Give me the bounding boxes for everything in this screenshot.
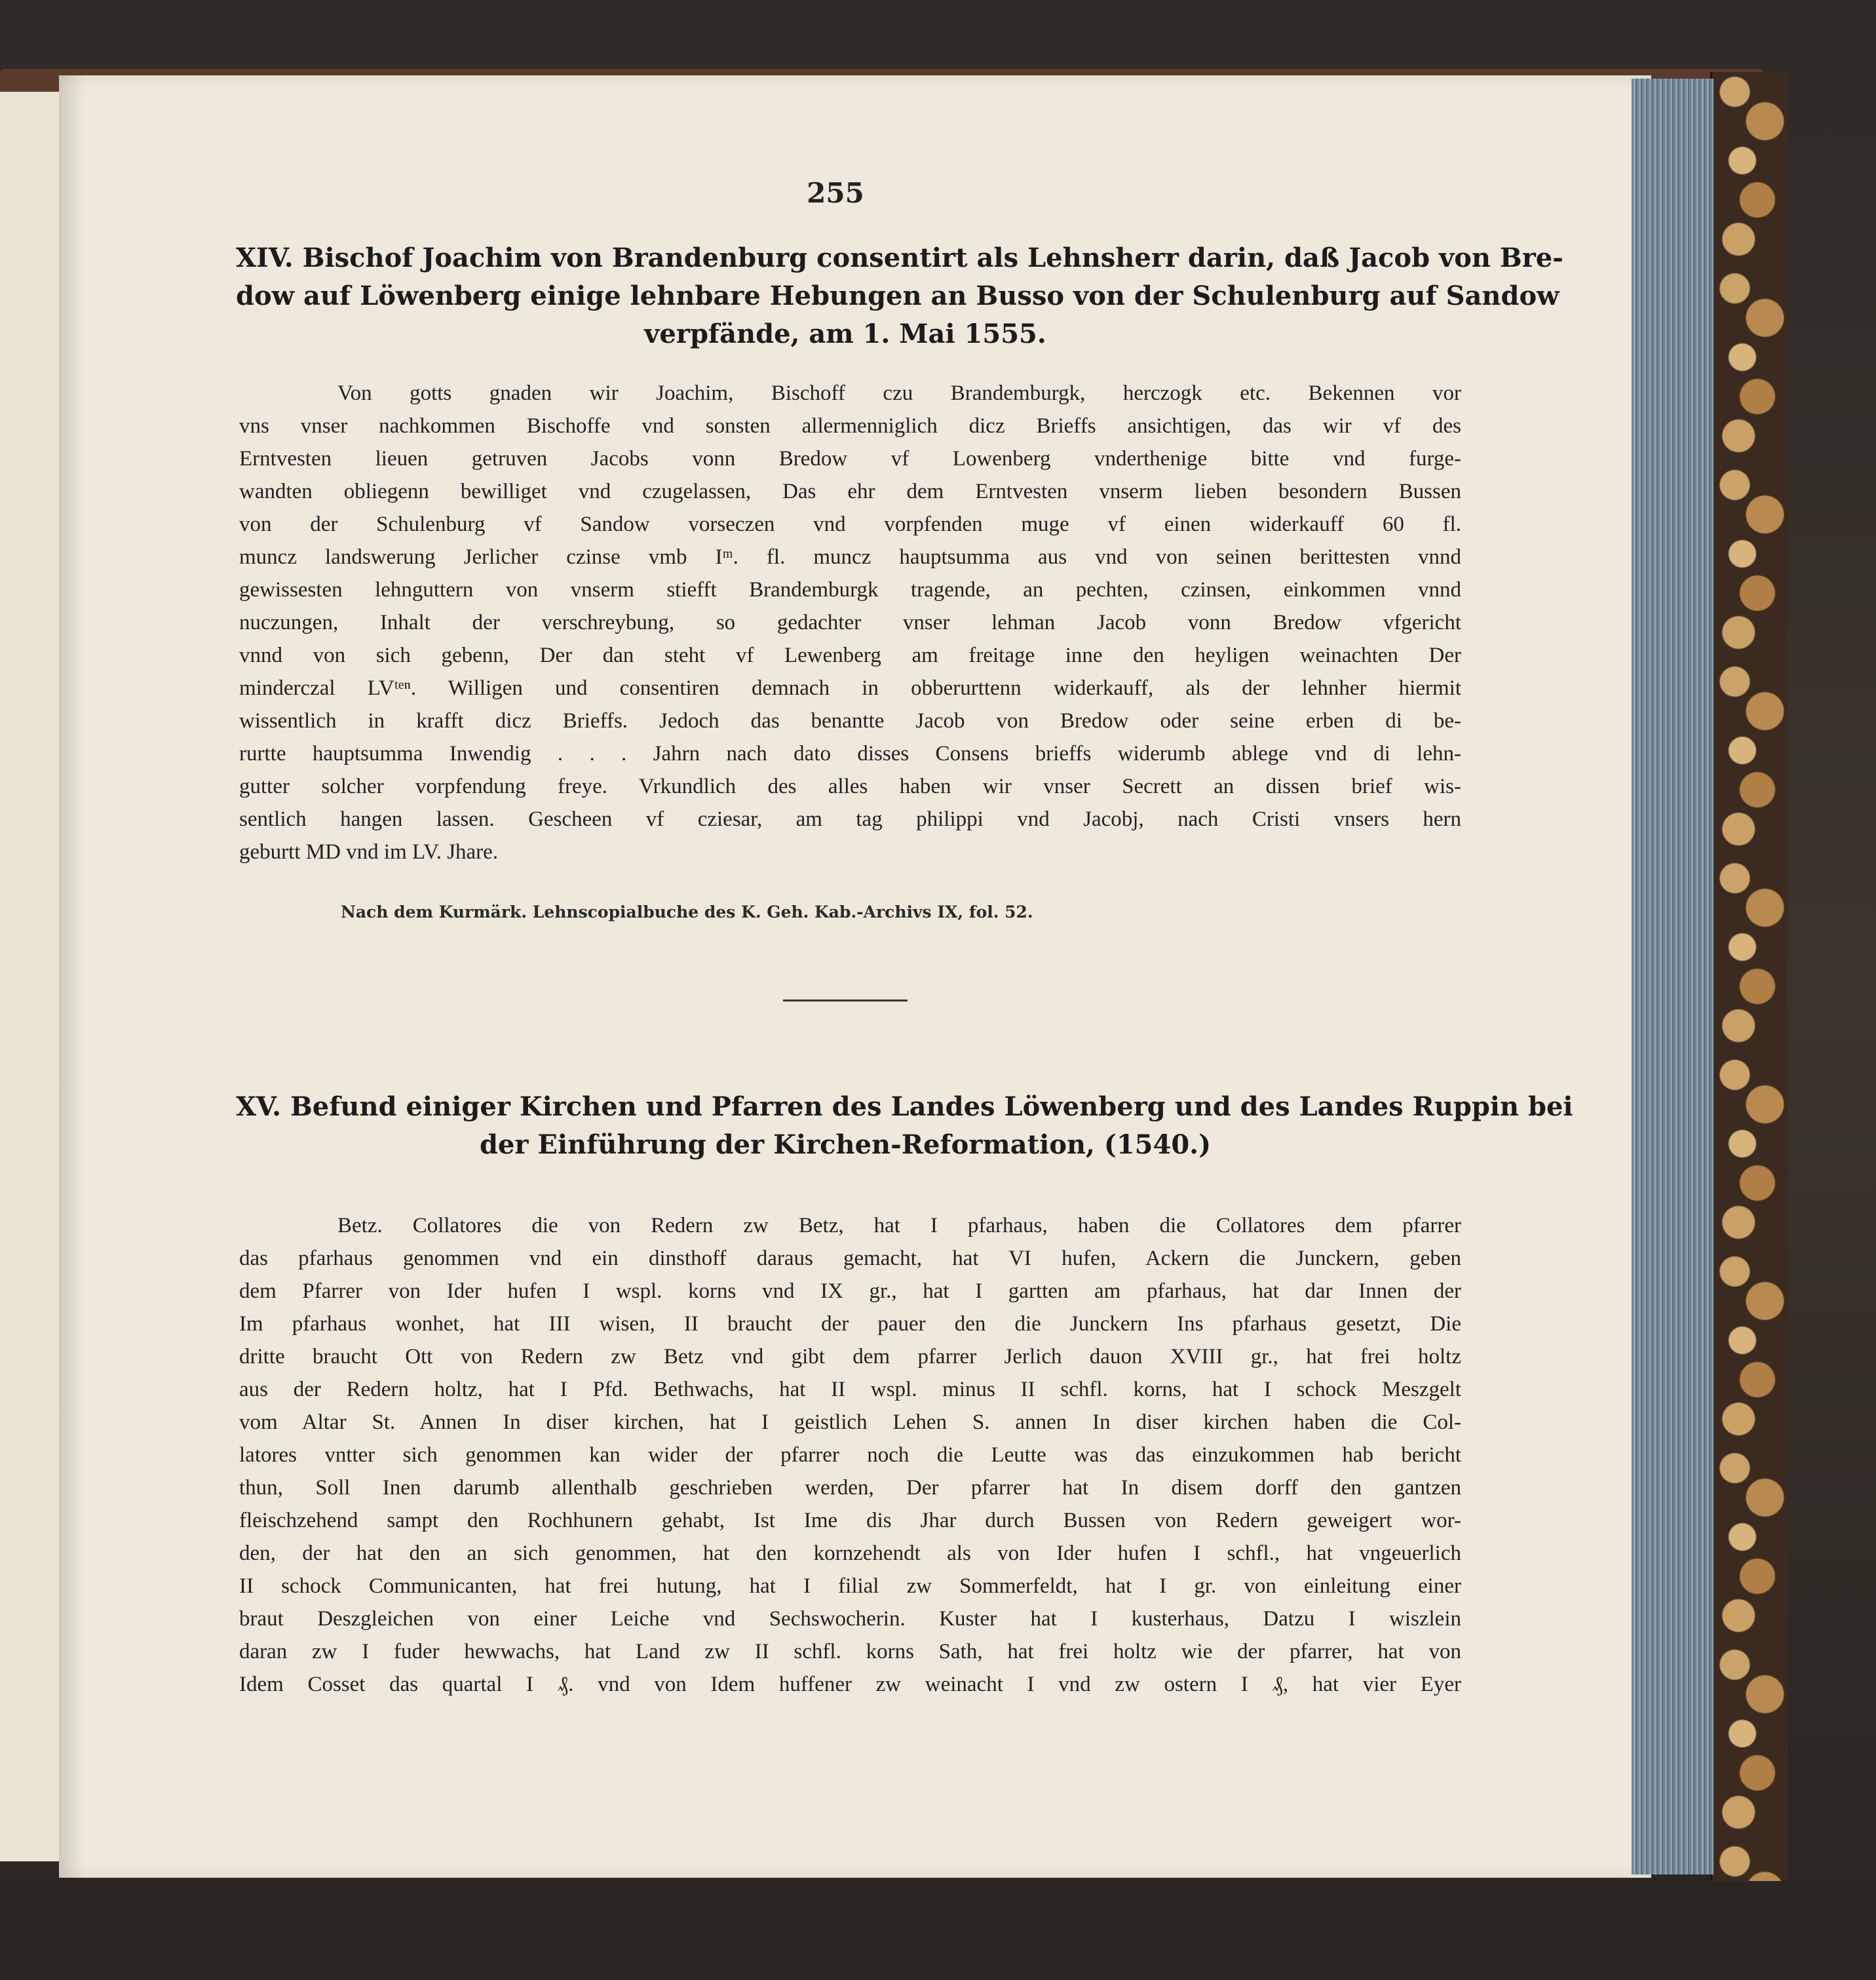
section-number: XV.: [236, 1091, 282, 1122]
source-citation: Nach dem Kurmärk. Lehnscopialbuche des K. Geh. Kab.-Archivs IX, fol. 52.: [341, 903, 1033, 922]
text-line: von der Schulenburg vf Sandow vorseczen vnd vorpfenden muge vf einen widerkauff 60 fl.: [239, 513, 1461, 536]
text-line: Im pfarhaus wonhet, hat III wisen, II braucht der pauer den die Junckern Ins pfarhaus gesetzt, Die: [239, 1312, 1461, 1336]
text-line: latores vntter sich genommen kan wider der pfarrer noch die Leutte was das einzukommen hab bericht: [239, 1443, 1461, 1467]
text-line: minderczal LVᵗᵉⁿ. Willigen und consentiren demnach in obberurttenn widerkauff, als der lehnher hiermit: [239, 676, 1461, 700]
text-line: Erntvesten lieuen getruven Jacobs vonn Bredow vf Lowenberg vnderthenige bitte vnd furge-: [239, 447, 1461, 471]
text-line: das pfarhaus genommen vnd ein dinsthoff daraus gemacht, hat VI hufen, Ackern die Junckern, geben: [239, 1247, 1461, 1270]
heading-line-1: [236, 239, 1563, 277]
text-line: fleischzehend sampt den Rochhunern gehabt, Ist Ime dis Jhar durch Bussen von Redern geweigert wor-: [239, 1509, 1461, 1532]
text-line: wandten obliegenn bewilliget vnd czugelassen, Das ehr dem Erntvesten vnserm lieben besondern Bussen: [239, 480, 1461, 503]
text-line: muncz landswerung Jerlicher czinse vmb Iᵐ. fl. muncz hauptsumma aus vnd von seinen berittesten vnnd: [239, 545, 1461, 569]
text-line: rurtte hauptsumma Inwendig . . . Jahrn nach dato disses Consens brieffs widerumb ablege vnd di lehn-: [239, 742, 1461, 766]
heading-line-1: [236, 1088, 1573, 1126]
text-line: daran zw I fuder hewwachs, hat Land zw II schfl. korns Sath, hat frei holtz wie der pfarrer, hat von: [239, 1640, 1461, 1663]
text-line: vns vnser nachkommen Bischoffe vnd sonsten allermenniglich dicz Brieffs ansichtigen, das wir vf des: [239, 414, 1461, 438]
text-line: sentlich hangen lassen. Gescheen vf cziesar, am tag philippi vnd Jacobj, nach Cristi vnsers hern: [239, 807, 1461, 831]
text-line: gutter solcher vorpfendung freye. Vrkundlich des alles haben wir vnser Secrett an dissen brief wis-: [239, 775, 1461, 798]
text-line: II schock Communicanten, hat frei hutung, hat I filial zw Sommerfeldt, hat I gr. von einleitung einer: [239, 1574, 1461, 1598]
text-line: vom Altar St. Annen In diser kirchen, hat I geistlich Lehen S. annen In diser kirchen haben die Col-: [239, 1410, 1461, 1434]
text-line: dem Pfarrer von Ider hufen I wspl. korns vnd IX gr., hat I gartten am pfarhaus, hat dar Innen der: [239, 1279, 1461, 1303]
text-line: nuczungen, Inhalt der verschreybung, so gedachter vnser lehman Jacob vonn Bredow vfgericht: [239, 611, 1461, 634]
section-xiv-heading: [236, 239, 1563, 353]
text-line: vnnd von sich gebenn, Der dan steht vf Lewenberg am freitage inne den heyligen weinachten Der: [239, 644, 1461, 667]
text-line: Von gotts gnaden wir Joachim, Bischoff czu Brandemburgk, herczogk etc. Bekennen vor: [337, 381, 1461, 405]
page-number: 255: [807, 177, 864, 209]
text-line: wissentlich in krafft dicz Brieffs. Jedoch das benantte Jacob von Bredow oder seine erben di be-: [239, 709, 1461, 733]
section-xv-heading: [236, 1088, 1573, 1164]
marbled-cover: [1710, 72, 1788, 1881]
page-edges: [1632, 79, 1713, 1874]
text-line: geburtt MD vnd im LV. Jhare.: [239, 840, 499, 864]
heading-line-3: verpfände, am 1. Mai 1555.: [644, 319, 1046, 349]
text-line: Idem Cosset das quartal I ₰. vnd von Idem huffener zw weinacht I vnd zw ostern I ₰, hat vier Eyer: [239, 1673, 1461, 1696]
text-line: aus der Redern holtz, hat I Pfd. Bethwachs, hat II wspl. minus II schfl. korns, hat I schock Meszgelt: [239, 1378, 1461, 1401]
left-page: [0, 92, 65, 1861]
section-xiv-body: [239, 377, 1461, 868]
heading-text: Bischof Joachim von Brandenburg consentirt als Lehnsherr darin, daß Jacob von Bre-: [302, 243, 1563, 273]
heading-text: Befund einiger Kirchen und Pfarren des Landes Löwenberg und des Landes Ruppin bei: [290, 1091, 1573, 1122]
text-line: dritte braucht Ott von Redern zw Betz vnd gibt dem pfarrer Jerlich dauon XVIII gr., hat frei holtz: [239, 1345, 1461, 1369]
text-line: den, der hat den an sich genommen, hat den kornzehendt als von Ider hufen I schfl., hat vngeuerlich: [239, 1542, 1461, 1565]
text-line: thun, Soll Inen darumb allenthalb geschrieben werden, Der pfarrer hat In disem dorff den gantzen: [239, 1476, 1461, 1500]
section-divider: [783, 1000, 908, 1001]
heading-line-2: dow auf Löwenberg einige lehnbare Hebungen an Busso von der Schulenburg auf Sandow: [236, 281, 1560, 311]
spine-shadow: [59, 75, 85, 1878]
text-line: Betz. Collatores die von Redern zw Betz, hat I pfarhaus, haben die Collatores dem pfarrer: [337, 1214, 1461, 1237]
section-xv-body: [239, 1209, 1461, 1701]
text-line: braut Deszgleichen von einer Leiche vnd Sechswocherin. Kuster hat I kusterhaus, Datzu I wiszlein: [239, 1607, 1461, 1631]
text-line: gewissesten lehnguttern von vnserm stiefft Brandemburgk tragende, an pechten, czinsen, einkommen vnnd: [239, 578, 1461, 602]
section-number: XIV.: [236, 243, 294, 273]
heading-line-2: der Einführung der Kirchen-Reformation, (1540.): [480, 1129, 1211, 1160]
